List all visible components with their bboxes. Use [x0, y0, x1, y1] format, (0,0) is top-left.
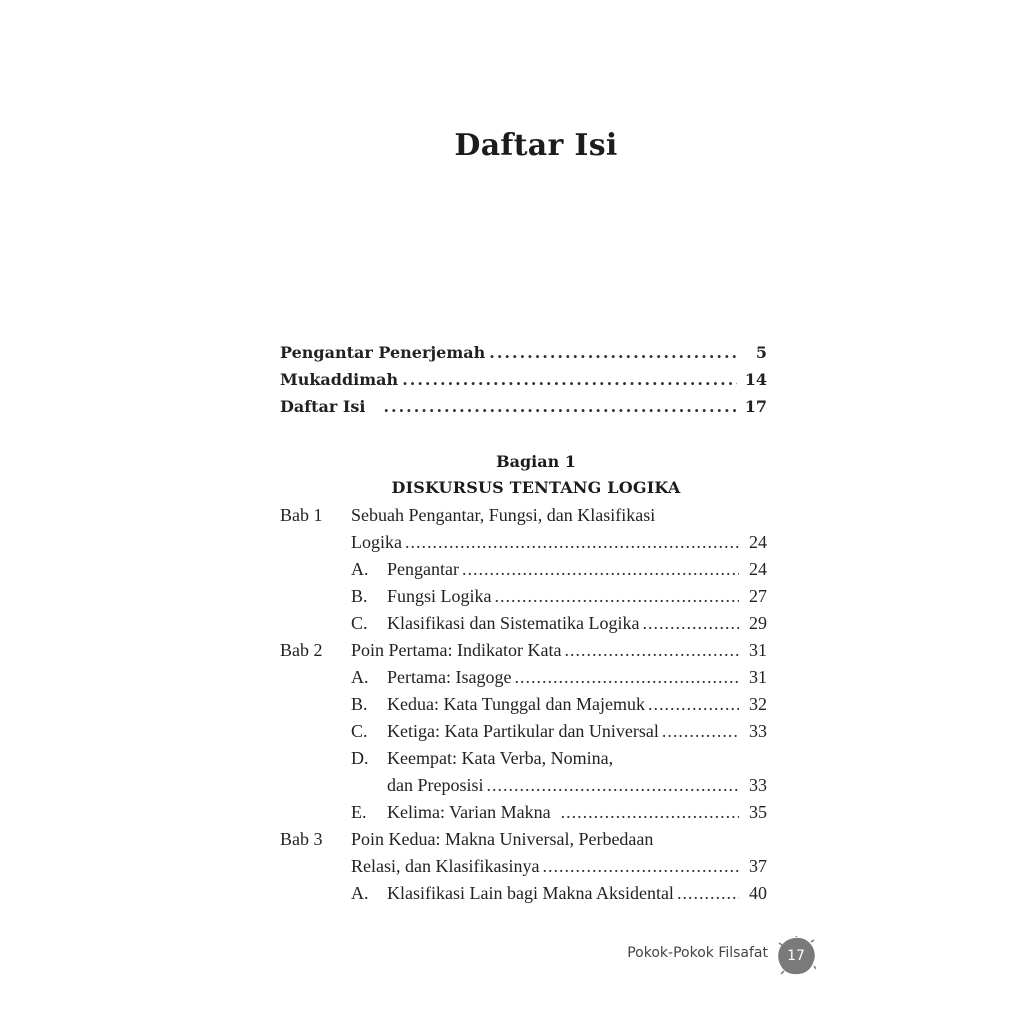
entry-page: 33: [749, 721, 767, 741]
dot-leader: [514, 666, 739, 688]
entry-title: Klasifikasi Lain bagi Makna Aksidental: [387, 883, 674, 903]
section-letter: A.: [351, 559, 369, 579]
page-title: Daftar Isi: [454, 128, 618, 163]
dot-leader: [561, 801, 739, 823]
section-letter: E.: [351, 802, 367, 822]
entry-page: 5: [755, 343, 767, 362]
chapter-number: Bab 2: [280, 640, 323, 660]
dot-leader: [648, 693, 739, 715]
entry-title: Kelima: Varian Makna: [387, 802, 551, 822]
entry-page: 40: [749, 883, 767, 903]
section-letter: B.: [351, 586, 368, 606]
section-letter: C.: [351, 613, 368, 633]
toc-entry[interactable]: [280, 637, 767, 664]
dot-leader: [402, 369, 737, 391]
page-footer: [600, 942, 820, 972]
entry-title: Kedua: Kata Tunggal dan Majemuk: [387, 694, 645, 714]
dot-leader: [462, 558, 739, 580]
toc-entry[interactable]: [280, 502, 767, 529]
toc-entry[interactable]: [280, 772, 767, 799]
dot-leader: [677, 882, 739, 904]
section-letter: A.: [351, 883, 369, 903]
dot-leader: [405, 531, 739, 553]
entry-title: Mukaddimah: [280, 370, 399, 389]
part-label: Bagian 1: [496, 452, 576, 471]
entry-page: 32: [749, 694, 767, 714]
toc-entry[interactable]: [280, 718, 767, 745]
entry-page: 27: [749, 586, 767, 606]
entry-title: Logika: [351, 532, 402, 552]
dot-leader: [564, 639, 739, 661]
entry-page: 33: [749, 775, 767, 795]
toc-entry[interactable]: [280, 610, 767, 637]
section-letter: C.: [351, 721, 368, 741]
dot-leader: [487, 774, 740, 796]
chapter-number: Bab 1: [280, 505, 323, 525]
entry-page: 24: [749, 559, 767, 579]
toc-entry[interactable]: [280, 826, 767, 853]
entry-title: Pertama: Isagoge: [387, 667, 512, 687]
toc-entry[interactable]: [280, 853, 767, 880]
entry-title: Klasifikasi dan Sistematika Logika: [387, 613, 640, 633]
toc-entry[interactable]: [280, 367, 767, 394]
entry-page: 35: [749, 802, 767, 822]
entry-page: 29: [749, 613, 767, 633]
entry-title: Fungsi Logika: [387, 586, 492, 606]
dot-leader: [383, 396, 736, 418]
dot-leader: [495, 585, 739, 607]
toc-entry[interactable]: [280, 880, 767, 907]
entry-title: Poin Kedua: Makna Universal, Perbedaan: [351, 829, 654, 849]
section-letter: D.: [351, 748, 369, 768]
dot-leader: [489, 342, 737, 364]
dot-leader: [542, 855, 739, 877]
entry-title: Sebuah Pengantar, Fungsi, dan Klasifikasi: [351, 505, 656, 525]
toc-entry[interactable]: [280, 745, 767, 772]
toc-entry[interactable]: [280, 556, 767, 583]
entry-title: Pengantar: [387, 559, 459, 579]
toc-entry[interactable]: [280, 799, 767, 826]
entry-title: Relasi, dan Klasifikasinya: [351, 856, 540, 876]
entry-page: 24: [749, 532, 767, 552]
toc-entry[interactable]: [280, 691, 767, 718]
entry-title: Daftar Isi: [280, 397, 366, 416]
page-number: 17: [787, 948, 805, 964]
entry-title: Ketiga: Kata Partikular dan Universal: [387, 721, 659, 741]
entry-title: dan Preposisi: [387, 775, 484, 795]
entry-title: Keempat: Kata Verba, Nomina,: [387, 748, 614, 768]
chapter-number: Bab 3: [280, 829, 323, 849]
part-title: DISKURSUS TENTANG LOGIKA: [391, 478, 681, 497]
toc-entry[interactable]: [280, 664, 767, 691]
toc-entry[interactable]: [280, 340, 767, 367]
dot-leader: [662, 720, 739, 742]
toc-entry[interactable]: [280, 394, 767, 421]
entry-page: 31: [749, 640, 767, 660]
toc-entry[interactable]: [280, 529, 767, 556]
entry-title: Poin Pertama: Indikator Kata: [351, 640, 562, 660]
book-title: Pokok-Pokok Filsafat: [627, 945, 768, 961]
entry-page: 31: [749, 667, 767, 687]
entry-page: 14: [744, 370, 767, 389]
entry-page: 37: [749, 856, 767, 876]
section-letter: A.: [351, 667, 369, 687]
entry-page: 17: [744, 397, 767, 416]
entry-title: Pengantar Penerjemah: [280, 343, 486, 362]
dot-leader: [642, 612, 739, 634]
section-letter: B.: [351, 694, 368, 714]
toc-entry[interactable]: [280, 583, 767, 610]
